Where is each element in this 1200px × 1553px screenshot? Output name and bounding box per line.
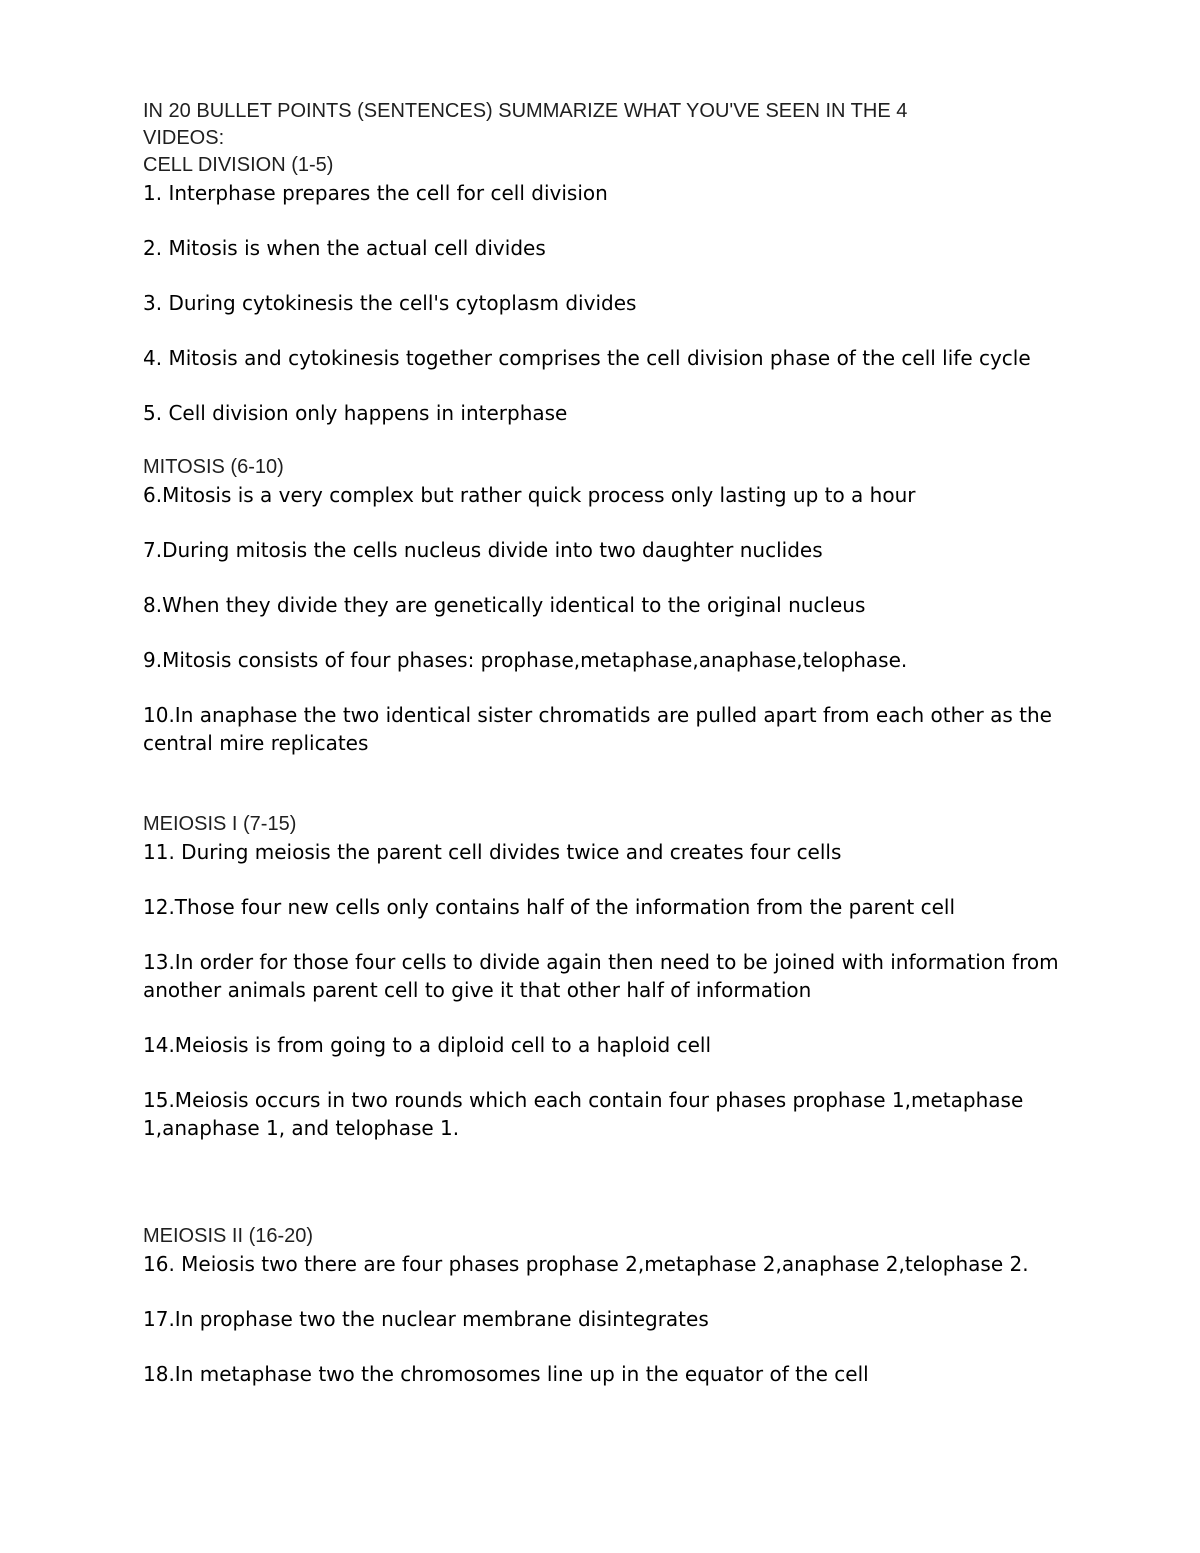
list-item: 1. Interphase prepares the cell for cell division [143, 181, 608, 205]
list-item: 17.In prophase two the nuclear membrane disintegrates [143, 1307, 709, 1331]
list-item: 9.Mitosis consists of four phases: prophase,metaphase,anaphase,telophase. [143, 648, 908, 672]
list-item: 8.When they divide they are genetically identical to the original nucleus [143, 593, 866, 617]
intro-line-1: IN 20 BULLET POINTS (SENTENCES) SUMMARIZE WHAT YOU'VE SEEN IN THE 4 [143, 100, 908, 122]
list-item: 16. Meiosis two there are four phases prophase 2,metaphase 2,anaphase 2,telophase 2. [143, 1252, 1029, 1276]
list-item: 18.In metaphase two the chromosomes line up in the equator of the cell [143, 1362, 869, 1386]
list-item: 13.In order for those four cells to divide again then need to be joined with information from another animals parent cell to give it that other half of information [143, 950, 1059, 1002]
document-content [143, 98, 1063, 1388]
section-heading-mitosis: MITOSIS (6-10) [143, 456, 284, 478]
list-item: 15.Meiosis occurs in two rounds which each contain four phases prophase 1,metaphase 1,anaphase 1, and telophase 1. [143, 1088, 1024, 1140]
list-item: 3. During cytokinesis the cell's cytoplasm divides [143, 291, 637, 315]
section-heading-meiosis-1: MEIOSIS I (7-15) [143, 813, 297, 835]
list-item: 10.In anaphase the two identical sister chromatids are pulled apart from each other as the central mire replicates [143, 703, 1052, 755]
intro-line-2: VIDEOS: [143, 127, 225, 149]
list-item: 2. Mitosis is when the actual cell divides [143, 236, 546, 260]
list-item: 12.Those four new cells only contains half of the information from the parent cell [143, 895, 956, 919]
list-item: 7.During mitosis the cells nucleus divide into two daughter nuclides [143, 538, 823, 562]
section-heading-cell-division: CELL DIVISION (1-5) [143, 154, 334, 176]
list-item: 6.Mitosis is a very complex but rather quick process only lasting up to a hour [143, 483, 916, 507]
list-item: 5. Cell division only happens in interphase [143, 401, 568, 425]
list-item: 4. Mitosis and cytokinesis together comprises the cell division phase of the cell life cycle [143, 346, 1031, 370]
list-item: 11. During meiosis the parent cell divides twice and creates four cells [143, 840, 842, 864]
section-heading-meiosis-2: MEIOSIS II (16-20) [143, 1225, 314, 1247]
list-item: 14.Meiosis is from going to a diploid cell to a haploid cell [143, 1033, 712, 1057]
